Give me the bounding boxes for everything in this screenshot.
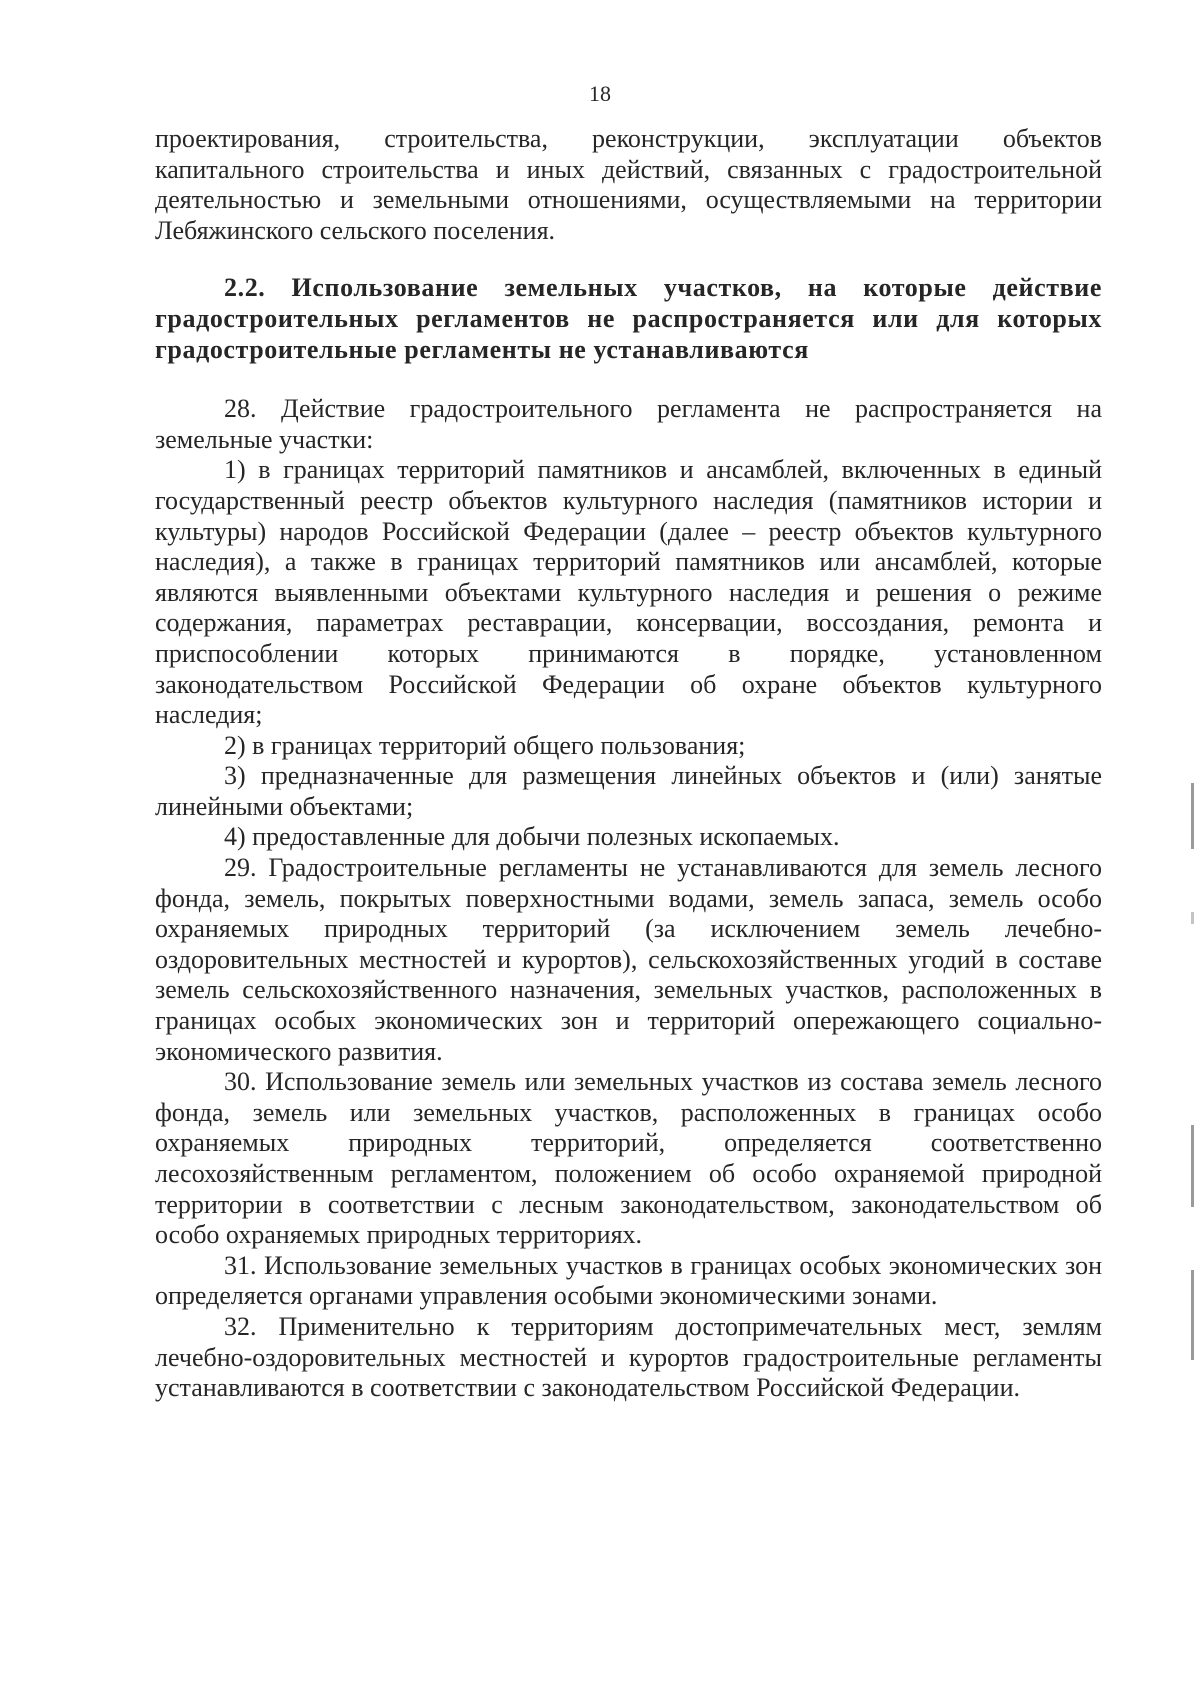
scan-edge-mark [1191, 783, 1194, 849]
scan-edge-mark [1191, 912, 1194, 924]
clause-28: 28. Действие градостроительного регламента не распространяется на земельные участки: [155, 394, 1102, 454]
clause-28-item-1: 1) в границах территорий памятников и ансамблей, включенных в единый государственный реестр объектов культурного наследия (памятников истории и культуры) народов Российской Федерации (далее – реестр объектов культурного наследия), а также в границах территорий памятников или ансамблей, которые являются выявленными объектами культурного наследия и решения о режиме содержания, параметрах реставрации, консервации, воссоздания, ремонта и приспособлении которых принимаются в порядке, установленном законодательством Российской Федерации об охране объектов культурного наследия; [155, 455, 1102, 730]
scan-edge-mark [1191, 1270, 1194, 1360]
document-body [155, 124, 1102, 1404]
clause-30: 30. Использование земель или земельных участков из состава земель лесного фонда, земель или земельных участков, расположенных в границах особо охраняемых природных территорий, определяется соответственно лесохозяйственным регламентом, положением об особо охраняемой природной территории в соответствии с лесным законодательством, законодательством об особо охраняемых природных территориях. [155, 1067, 1102, 1250]
clause-28-item-4: 4) предоставленные для добычи полезных ископаемых. [224, 822, 840, 852]
clause-29: 29. Градостроительные регламенты не устанавливаются для земель лесного фонда, земель, покрытых поверхностными водами, земель запаса, земель особо охраняемых природных территорий (за исключением земель лечебно-оздоровительных местностей и курортов), сельскохозяйственных угодий в составе земель сельскохозяйственного назначения, земельных участков, расположенных в границах особых экономических зон и территорий опережающего социально-экономического развития. [155, 853, 1102, 1066]
clause-31: 31. Использование земельных участков в границах особых экономических зон определяется органами управления особыми экономическими зонами. [155, 1250, 1102, 1311]
clause-32: 32. Применительно к территориям достопримечательных мест, землям лечебно-оздоровительных местностей и курортов градостроительные регламенты устанавливаются в соответствии с законодательством Российской Федерации. [155, 1311, 1102, 1403]
section-heading: 2.2. Использование земельных участков, на которые действие градостроительных регламентов не распространяется или для которых градостроительные регламенты не устанавливаются [155, 273, 1102, 364]
scan-edge-mark [1191, 1125, 1194, 1207]
page-number: 18 [589, 81, 611, 106]
clause-28-item-2: 2) в границах территорий общего пользования; [224, 730, 746, 760]
paragraph-continuation: проектирования, строительства, реконструкции, эксплуатации объектов капитального строительства и иных действий, связанных с градостроительной деятельностью и земельными отношениями, осуществляемыми на территории Лебяжинского сельского поселения. [155, 124, 1102, 245]
clause-28-item-3: 3) предназначенные для размещения линейных объектов и (или) занятые линейными объектами; [155, 761, 1102, 821]
